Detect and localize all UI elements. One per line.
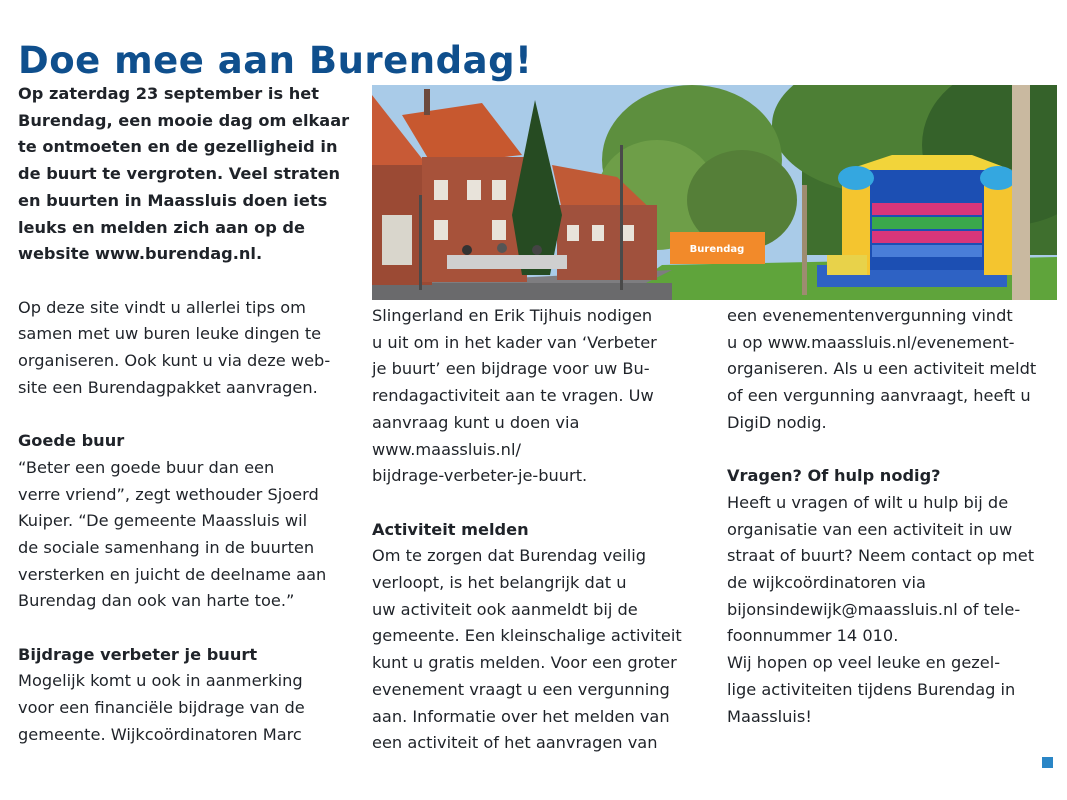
intro-paragraph: Op zaterdag 23 september is het Burendag, een mooie dag om elkaar te ontmoeten en de gezelligheid in de buurt te vergroten. Veel straten en buurten in Maassluis doen iets leuks en melden zich aan op de website www.burendag.nl. bbox=[18, 84, 350, 264]
heading-bijdrage: Bijdrage verbeter je buurt bbox=[18, 644, 258, 664]
heading-activiteit-melden: Activiteit melden bbox=[372, 519, 529, 539]
article-title: Doe mee aan Burendag! bbox=[18, 38, 533, 82]
column-2 bbox=[372, 303, 712, 757]
vragen-paragraph: Heeft u vragen of wilt u hulp bij de organisatie van een activiteit in uw straat of buurt? Neem contact op met de wijkcoördinatoren via bijonsindewijk@maassluis.nl of tele- foonnummer 14 010. Wij hopen op veel leuke en gezel- lige activiteiten tijdens Burendag in Maassluis! bbox=[727, 492, 1035, 726]
column-3 bbox=[727, 303, 1057, 730]
column-1 bbox=[18, 81, 358, 749]
tips-paragraph: Op deze site vindt u allerlei tips om samen met uw buren leuke dingen te organiseren. Ook kunt u via deze web- site een Burendagpakket aanvragen. bbox=[18, 297, 331, 397]
street-scene-illustration bbox=[372, 85, 1057, 300]
goede-buur-paragraph: “Beter een goede buur dan een verre vriend”, zegt wethouder Sjoerd Kuiper. “De gemeente Maassluis wil de sociale samenhang in de buurten versterken en juicht de deelname aan Burendag dan ook van harte toe.” bbox=[18, 457, 327, 611]
bijdrage-paragraph: Mogelijk komt u ook in aanmerking voor een financiële bijdrage van de gemeente. Wijkcoördinatoren Marc bbox=[18, 671, 305, 744]
bijdrage-continued-paragraph: Slingerland en Erik Tijhuis nodigen u uit om in het kader van ‘Verbeter je buurt’ een bijdrage voor uw Bu- rendagactiviteit aan te vragen. Uw aanvraag kunt u doen via www.maassluis.nl/ bijdrage-verbeter-je-buurt. bbox=[372, 306, 657, 486]
activiteit-melden-paragraph: Om te zorgen dat Burendag veilig verloopt, is het belangrijk dat u uw activiteit ook aanmeldt bij de gemeente. Een kleinschalige activiteit kunt u gratis melden. Voor een groter evenement vraagt u een vergunning aan. Informatie over het melden van een activiteit of het aanvragen van bbox=[372, 546, 682, 753]
article-end-square-icon bbox=[1042, 757, 1053, 768]
heading-goede-buur: Goede buur bbox=[18, 431, 125, 451]
burendag-photo bbox=[372, 85, 1057, 300]
vergunning-paragraph: een evenementenvergunning vindt u op www.maassluis.nl/evenement- organiseren. Als u een activiteit meldt of een vergunning aanvraagt, heeft u DigiD nodig. bbox=[727, 306, 1037, 432]
heading-vragen: Vragen? Of hulp nodig? bbox=[727, 466, 941, 486]
banner-text: Burendag bbox=[689, 244, 745, 255]
